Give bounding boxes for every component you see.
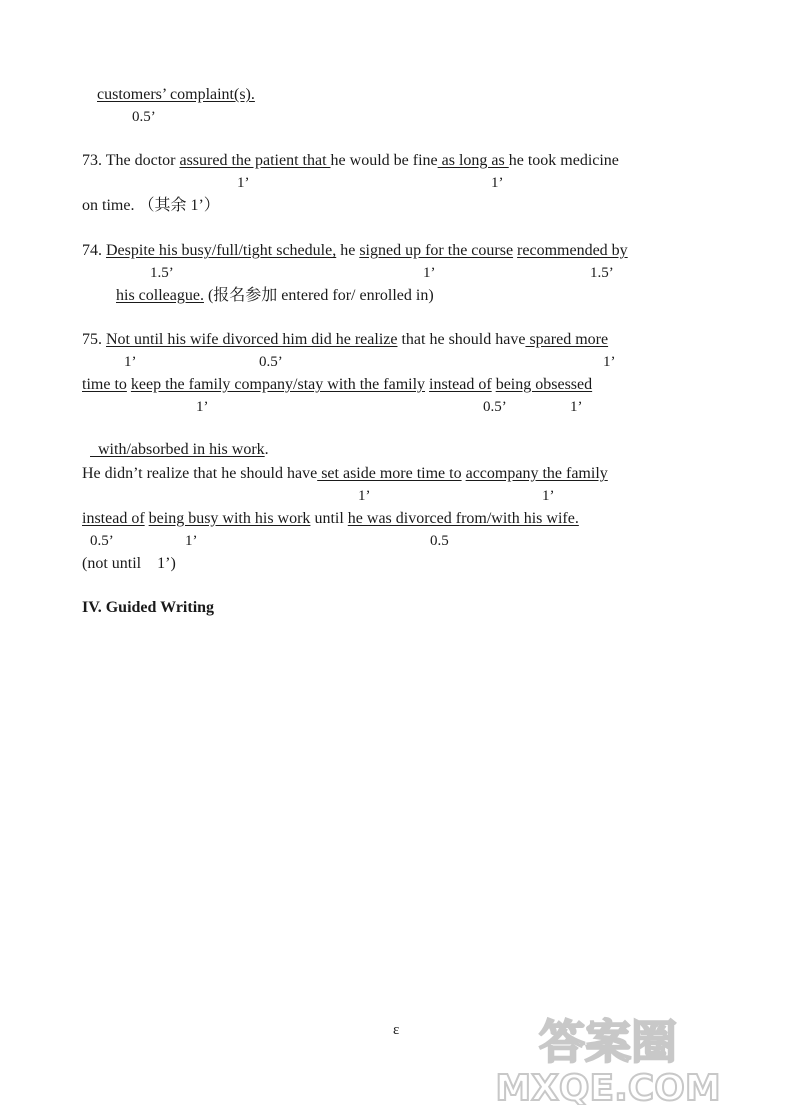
point-value: 0.5 — [430, 533, 449, 549]
underlined-answer: being busy with his work — [148, 510, 311, 527]
point-value: 1’ — [570, 399, 583, 415]
question-74-continued — [116, 286, 434, 306]
underlined-answer: customers’ complaint(s). — [97, 86, 255, 103]
point-value: 1’ — [542, 488, 555, 504]
point-value: 1’ — [124, 354, 137, 370]
point-value: 1’ — [491, 175, 504, 191]
question-text: until — [310, 510, 348, 527]
watermark-logo — [422, 1010, 794, 1105]
point-value: 0.5’ — [90, 533, 114, 549]
point-value: 0.5’ — [259, 354, 283, 370]
question-text: . — [264, 441, 269, 458]
question-text: 73. The doctor — [82, 152, 180, 169]
point-value: 0.5’ — [483, 399, 507, 415]
point-value: 1’ — [185, 533, 198, 549]
point-value: 1’ — [196, 399, 209, 415]
underlined-answer: as long as — [437, 152, 509, 169]
underlined-answer: his colleague. — [116, 287, 204, 304]
underlined-answer: with/absorbed in his work — [90, 441, 265, 458]
page-number: ε — [393, 1022, 400, 1038]
point-value: 0.5’ — [132, 109, 156, 125]
point-value: 1.5’ — [590, 265, 614, 281]
point-value: 1’ — [603, 354, 616, 370]
answer-line — [97, 85, 255, 105]
underlined-answer: time to — [82, 376, 127, 393]
question-75 — [82, 330, 608, 350]
point-value: 1’ — [423, 265, 436, 281]
underlined-answer: Despite his busy/full/tight schedule, — [106, 242, 337, 259]
underlined-answer: Not until his wife divorced him did he realize — [106, 331, 398, 348]
question-text: 74. — [82, 242, 106, 259]
underlined-answer: recommended by — [517, 242, 628, 259]
question-text: (报名参加 entered for/ enrolled in) — [203, 287, 434, 304]
question-text: he took medicine — [508, 152, 619, 169]
underlined-answer: assured the patient that — [179, 152, 331, 169]
underlined-answer: spared more — [525, 331, 609, 348]
scoring-note: (not until 1’) — [82, 555, 176, 572]
underlined-answer: instead of — [82, 510, 145, 527]
question-75-line3 — [82, 420, 269, 460]
underlined-answer: being obsessed — [495, 376, 593, 393]
question-text: that he should have — [397, 331, 526, 348]
watermark-bottom-text: MXQE.COM — [495, 1068, 721, 1105]
alternative-answer — [82, 464, 608, 484]
point-value: 1’ — [237, 175, 250, 191]
underlined-answer: signed up for the course — [359, 242, 514, 259]
section-heading: IV. Guided Writing — [82, 599, 215, 616]
alternative-answer-line2 — [82, 509, 579, 529]
question-text: He didn’t realize that he should have — [82, 465, 318, 482]
question-73 — [82, 151, 619, 171]
question-text: 75. — [82, 331, 106, 348]
watermark-top-text: 答案圈 — [539, 1015, 677, 1069]
point-value: 1’ — [358, 488, 371, 504]
underlined-answer: keep the family company/stay with the family — [130, 376, 426, 393]
question-text: he would be fine — [330, 152, 438, 169]
underlined-answer: accompany the family — [465, 465, 608, 482]
underlined-answer: instead of — [429, 376, 492, 393]
question-text: he — [336, 242, 360, 259]
point-value: 1.5’ — [150, 265, 174, 281]
question-73-continued: on time. （其余 1’） — [82, 197, 220, 214]
question-75-line2 — [82, 375, 592, 395]
question-74 — [82, 241, 628, 261]
underlined-answer: set aside more time to — [317, 465, 462, 482]
underlined-answer: he was divorced from/with his wife. — [347, 510, 579, 527]
